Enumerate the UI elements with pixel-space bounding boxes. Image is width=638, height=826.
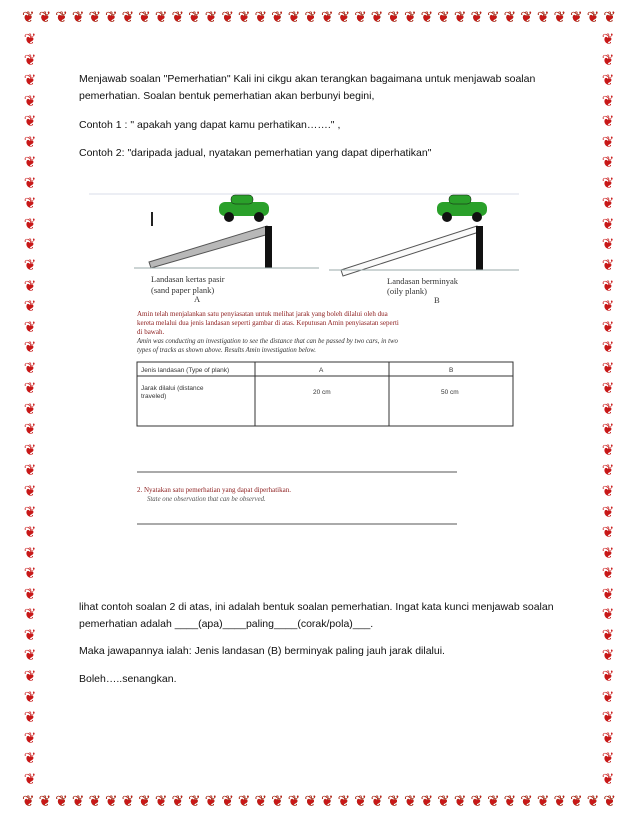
question-para-line-4: Amin was conducting an investigation to see the distance that can be passed by two cars, in two	[137, 338, 398, 345]
car-a-icon	[219, 195, 269, 222]
table-value-a: 20 cm	[313, 389, 331, 396]
closing-line: Boleh…..senangkan.	[79, 673, 177, 685]
example-2: Contoh 2: "daripada jadual, nyatakan pemerhatian yang dapat diperhatikan"	[79, 147, 432, 159]
explanation-paragraph	[79, 599, 569, 633]
table-row-label: Jarak dilalui (distance	[141, 385, 204, 392]
page-border-bottom: ❦ ❦ ❦ ❦ ❦ ❦ ❦ ❦ ❦ ❦ ❦ ❦ ❦ ❦ ❦ ❦ ❦ ❦ ❦ ❦ ❦ ❦ ❦ ❦ ❦ ❦ ❦ ❦ ❦ ❦ ❦ ❦ ❦ ❦ ❦ ❦	[22, 793, 616, 810]
answer-paragraph: Maka jawapannya ialah: Jenis landasan (B) berminyak paling jauh jarak dilalui.	[79, 645, 445, 657]
car-b-icon	[437, 195, 487, 222]
table-value-b: 50 cm	[441, 389, 459, 396]
page-border-right: ❦ ❦ ❦ ❦ ❦ ❦ ❦ ❦ ❦ ❦ ❦ ❦ ❦ ❦ ❦ ❦ ❦ ❦ ❦ ❦ ❦ ❦ ❦ ❦ ❦ ❦ ❦ ❦ ❦ ❦ ❦ ❦ ❦ ❦ ❦ ❦ ❦	[601, 31, 615, 788]
ramp-b-support	[476, 226, 483, 270]
example-1: Contoh 1 : " apakah yang dapat kamu perhatikan……." ,	[79, 119, 341, 131]
question-2-line-2: State one observation that can be observed.	[147, 496, 266, 503]
label-b-line-1: Landasan berminyak	[387, 276, 459, 286]
label-a-line-2: (sand paper plank)	[151, 285, 215, 295]
intro-line-1: Menjawab soalan "Pemerhatian" Kali ini cikgu akan terangkan bagaimana untuk menjawab soalan	[79, 73, 536, 85]
ramp-a-plank	[149, 226, 269, 268]
table-header-b: B	[449, 367, 454, 374]
explanation-line-1: lihat contoh soalan 2 di atas, ini adalah bentuk soalan pemerhatian. Ingat kata kunci menjawab soalan	[79, 601, 554, 613]
table-header-a: A	[319, 367, 324, 374]
question-para-line-2: kereta melalui dua jenis landasan seperti gambar di atas. Keputusan Amin penyiasatan seperti	[137, 319, 399, 327]
label-b-letter: B	[434, 295, 440, 305]
table-row-label-2: traveled)	[141, 393, 167, 400]
table-header-type: Jenis landasan (Type of plank)	[141, 367, 230, 374]
ramp-a-support	[265, 226, 272, 268]
results-table	[137, 362, 513, 426]
intro-paragraph	[79, 71, 569, 105]
question-para-line-5: types of tracks as shown above. Results Amin investigation below.	[137, 347, 316, 354]
question-para-line-1: Amin telah menjalankan satu penyiasatan untuk melihat jarak yang boleh dilalui oleh dua	[137, 310, 388, 318]
worksheet-figure	[79, 190, 519, 540]
explanation-line-2: pemerhatian adalah ____(apa)____paling____(corak/pola)___.	[79, 618, 374, 630]
page-border-left: ❦ ❦ ❦ ❦ ❦ ❦ ❦ ❦ ❦ ❦ ❦ ❦ ❦ ❦ ❦ ❦ ❦ ❦ ❦ ❦ ❦ ❦ ❦ ❦ ❦ ❦ ❦ ❦ ❦ ❦ ❦ ❦ ❦ ❦ ❦ ❦ ❦	[23, 31, 37, 788]
question-2-line-1: 2. Nyatakan satu pemerhatian yang dapat diperhatikan.	[137, 486, 291, 494]
question-para-line-3: di bawah.	[137, 328, 165, 336]
label-a-letter: A	[194, 294, 201, 304]
label-a-line-1: Landasan kertas pasir	[151, 274, 225, 284]
label-b-line-2: (oily plank)	[387, 286, 427, 296]
ramp-a-marker	[151, 212, 153, 226]
intro-line-2: pemerhatian. Soalan bentuk pemerhatian akan berbunyi begini,	[79, 90, 375, 102]
ramp-b-plank	[341, 226, 479, 276]
page-border-top: ❦ ❦ ❦ ❦ ❦ ❦ ❦ ❦ ❦ ❦ ❦ ❦ ❦ ❦ ❦ ❦ ❦ ❦ ❦ ❦ ❦ ❦ ❦ ❦ ❦ ❦ ❦ ❦ ❦ ❦ ❦ ❦ ❦ ❦ ❦ ❦	[22, 9, 616, 26]
